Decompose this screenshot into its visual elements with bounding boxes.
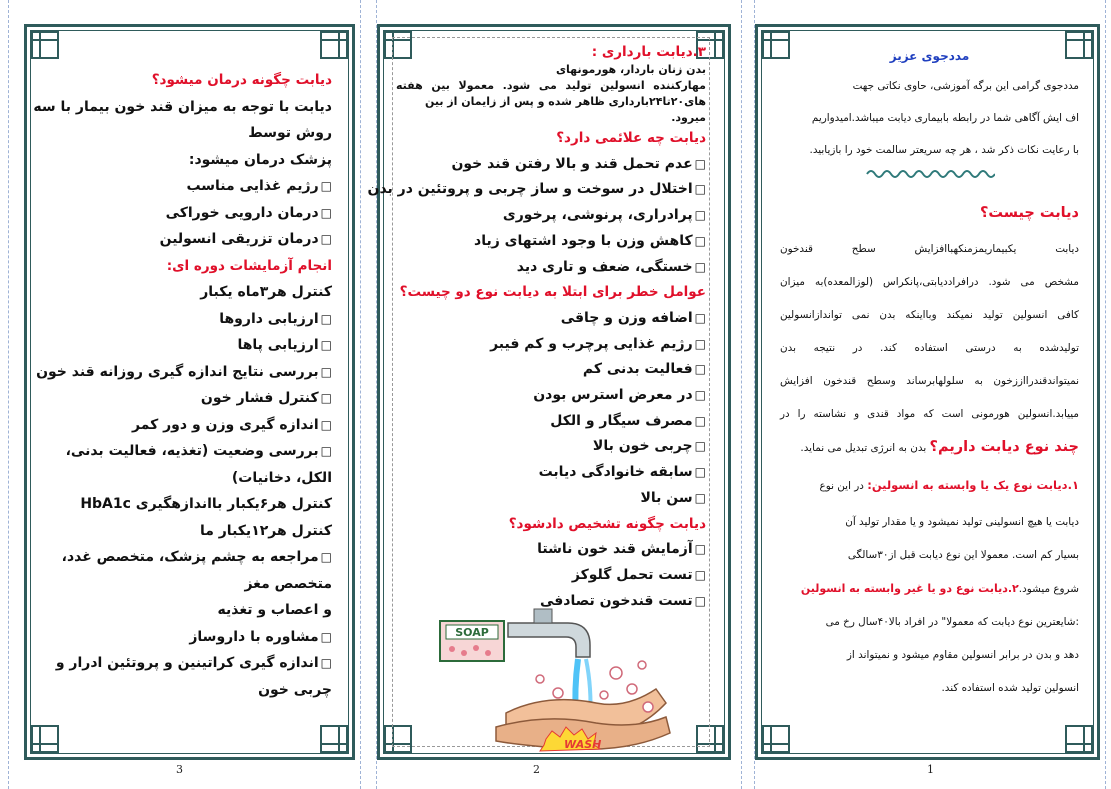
text-line [57, 518, 332, 545]
checkbox-bullet-icon: □ [694, 156, 706, 171]
checkbox-bullet-icon: □ [694, 413, 706, 428]
bullet-item [57, 624, 332, 651]
type1-body-2b: این نوع دیابت قبل از۳۰سالگی [847, 549, 978, 561]
paragraph-line: مییابد.انسولین هورمونی است که مواد قندی و نشاسته را در [780, 408, 1079, 420]
greeting: مددجوی عزیز [889, 49, 970, 63]
corner-ornament-icon [760, 723, 792, 755]
line-text: رژیم غذایی مناسب [186, 178, 319, 194]
paragraph-line: :شایعترین نوع دیابت که معمولا" در افراد بالا۴۰سال رخ می [825, 616, 1079, 628]
bullet-item [57, 544, 332, 571]
intro-line-3: با رعایت نکات ذکر شد ، هر چه سریعتر سالمت خود را بازیابید. [809, 144, 1079, 156]
line-text: رژیم غذایی پرچرب و کم فیبر [490, 335, 693, 352]
gestational-line-3: های۲۰تا۲۴بارداری ظاهر شده و پس از زایمان از بین میرود. [424, 95, 706, 124]
bullet-item [396, 537, 706, 563]
checkbox-bullet-icon: □ [694, 233, 706, 248]
checkbox-bullet-icon: □ [694, 593, 706, 608]
bullet-item [57, 306, 332, 333]
line-text: چربی خون بالا [592, 438, 693, 455]
line-text: متخصص مغز [244, 575, 332, 592]
panel-2-text [367, 42, 706, 614]
bullet-item [396, 255, 706, 281]
line-text: انجام آزمایشات دوره ای: [166, 257, 332, 274]
type2-line [780, 572, 1079, 606]
line-text: بررسی وضعیت (تغذیه، فعالیت بدنی، [65, 443, 319, 459]
checkbox-bullet-icon: □ [320, 232, 332, 246]
text-line [33, 94, 332, 121]
bullet-item [57, 438, 332, 465]
line-text: سن بالا [640, 489, 693, 506]
body1-last-line: بدن به انرژی تبدیل می نماید. [800, 442, 927, 454]
page-number-1: 1 [927, 763, 934, 776]
line-text: خستگی، ضعف و تاری دید [516, 258, 693, 275]
type2-body [780, 606, 1079, 705]
line-text: چربی خون [258, 681, 332, 698]
checkbox-bullet-icon: □ [694, 439, 706, 454]
section-heading [57, 67, 332, 94]
gestational-line-1: بدن زنان باردار، هورمونهای [555, 63, 706, 76]
line-text: روش توسط [248, 125, 332, 141]
line-text: تست قندخون تصادفی [539, 592, 693, 609]
gestational-line-2: مهارکننده انسولین تولید می شود. معمولا بین هفته [396, 79, 706, 92]
line-text: دیابت چگونه تشخیص دادشود؟ [508, 515, 706, 532]
line-text: دیابت با توجه به میزان قند خون بیمار با سه [33, 98, 332, 115]
types-line [780, 431, 1079, 465]
bullet-item [57, 200, 332, 227]
bullet-item [396, 460, 706, 486]
bullet-item [367, 177, 706, 203]
line-text: عوامل خطر برای ابتلا به دیابت نوع دو چیست؟ [399, 284, 706, 301]
line-text: درمان دارویی خوراکی [165, 204, 319, 221]
line-text: پزشک درمان میشود: [188, 151, 332, 168]
corner-ornament-icon [29, 29, 61, 61]
type1-line [780, 465, 1079, 506]
checkbox-bullet-icon: □ [320, 550, 332, 564]
panel-2 [367, 24, 731, 760]
bullet-item [396, 152, 706, 178]
line-text: کنترل هر۶یکبار بااندازهگیری HbA1c [80, 496, 332, 512]
bullet-item [396, 563, 706, 589]
line-text: مراجعه به چشم پزشک، متخصص غدد، [61, 549, 319, 565]
checkbox-bullet-icon: □ [694, 490, 706, 505]
checkbox-bullet-icon: □ [320, 391, 332, 405]
type1-body-2a: بسیار کم است. معمولا [980, 549, 1079, 561]
line-text: دیابت چگونه درمان میشود؟ [151, 72, 332, 88]
corner-ornament-icon [318, 29, 350, 61]
line-text: سابقه خانوادگی دیابت [538, 464, 693, 481]
corner-ornament-icon [318, 723, 350, 755]
checkbox-bullet-icon: □ [694, 542, 706, 557]
line-text: کنترل فشار خون [200, 390, 319, 406]
type1-title: ۱.دیابت نوع یک یا وابسته به انسولین: [867, 478, 1079, 492]
checkbox-bullet-icon: □ [320, 656, 332, 670]
line-text: پرادراری، پرنوشی، پرخوری [502, 207, 693, 224]
paragraph-line: تولیدشده به درستی استفاده کند. در نتیجه بدن [780, 342, 1079, 354]
paragraph-line: نمیتواندقندرااززخون به سلولهابرساند وسطح قندخون افزایش [780, 375, 1079, 387]
line-text: اندازه گیری وزن و دور کمر [132, 416, 319, 433]
checkbox-bullet-icon: □ [320, 338, 332, 352]
paragraph-line: مشخص می شود. درافراددیابتی،پانکراس (لوزالمعده)به میزان [780, 276, 1079, 288]
checkbox-bullet-icon: □ [320, 629, 332, 644]
section-heading [396, 512, 706, 538]
line-text: آزمایش قند خون ناشتا [537, 541, 693, 558]
line-text: در معرض استرس بودن [533, 387, 693, 404]
checkbox-bullet-icon: □ [694, 465, 706, 480]
text-line [57, 571, 332, 598]
bullet-item [396, 229, 706, 255]
line-text: اختلال در سوخت و ساز چربی و پروتئین در بدن [367, 181, 693, 198]
panel-3-text [33, 67, 332, 703]
panel-2-list [367, 126, 706, 614]
bullet-item [396, 383, 706, 409]
text-line [57, 597, 332, 624]
text-line [57, 147, 332, 174]
line-text: ارزیابی پاها [237, 337, 319, 353]
bullet-item [396, 306, 706, 332]
line-text: اضافه وزن و چاقی [560, 309, 693, 326]
line-text: ارزیابی داروها [219, 310, 319, 327]
line-text: فعالیت بدنی کم [582, 361, 693, 378]
intro-line-2: اف ایش آگاهی شما در رابطه بابیماری دیابت میباشد.امیدواریم [811, 112, 1079, 124]
what-is-diabetes-body [780, 233, 1079, 431]
paragraph-line: دیابت یکبیماریمزمنکهباافزایش سطح قندخون [780, 243, 1079, 255]
section-heading [396, 280, 706, 306]
intro-line-1: مددجوی گرامی این برگه آموزشی، حاوی نکاتی جهت [852, 80, 1079, 92]
bullet-item [57, 412, 332, 439]
bullet-item [396, 357, 706, 383]
bullet-item [396, 486, 706, 512]
checkbox-bullet-icon: □ [694, 310, 706, 325]
line-text: مصرف سیگار و الکل [550, 412, 693, 429]
checkbox-bullet-icon: □ [320, 311, 332, 326]
gestational-diabetes-heading: ۳.دیابت بارداری : [591, 44, 706, 60]
line-text: بررسی نتایج اندازه گیری روزانه قند خون [36, 363, 319, 380]
line-text: اندازه گیری کراتینین و پروتئین ادرار و [55, 655, 319, 671]
checkbox-bullet-icon: □ [694, 362, 706, 377]
checkbox-bullet-icon: □ [694, 259, 706, 274]
checkbox-bullet-icon: □ [694, 182, 706, 197]
line-text: مشاوره با داروساز [189, 628, 319, 645]
panel-1-text [780, 41, 1079, 705]
type1-tail: در این نوع [819, 480, 864, 492]
section-heading [57, 253, 332, 280]
handwash-illustration [436, 603, 676, 753]
text-line [57, 279, 332, 306]
types-heading: چند نوع دیابت داریم؟ [929, 439, 1079, 455]
panel-3 [24, 24, 355, 760]
checkbox-bullet-icon: □ [320, 417, 332, 432]
checkbox-bullet-icon: □ [694, 567, 706, 582]
page-number-3: 3 [176, 763, 183, 776]
bullet-item [57, 650, 332, 677]
bullet-item [57, 173, 332, 200]
bullet-item [396, 203, 706, 229]
corner-ornament-icon [29, 723, 61, 755]
corner-ornament-icon [1063, 723, 1095, 755]
checkbox-bullet-icon: □ [694, 208, 706, 223]
line-text: و اعصاب و تغذیه [217, 602, 332, 618]
what-is-diabetes-heading: دیابت چیست؟ [979, 205, 1079, 221]
type2-title: ۲.دیابت نوع دو یا غیر وابسته به انسولین [800, 582, 1019, 595]
bullet-item [396, 434, 706, 460]
line-text: الکل، دخانیات) [231, 469, 332, 486]
bullet-item [57, 226, 332, 253]
line-text: عدم تحمل قند و بالا رفتن قند خون [451, 155, 693, 172]
bullet-item [396, 332, 706, 358]
checkbox-bullet-icon: □ [320, 205, 332, 220]
bullet-item [36, 359, 332, 386]
type1-body-3: شروع میشود. [1018, 583, 1079, 595]
line-text: تست تحمل گلوکز [571, 566, 693, 583]
line-text: درمان تزریقی انسولین [159, 231, 319, 247]
checkbox-bullet-icon: □ [694, 336, 706, 351]
line-text: دیابت چه علائمی دارد؟ [556, 130, 706, 146]
line-text: کنترل هر۳ماه یکبار [200, 284, 332, 300]
text-line [57, 677, 332, 704]
text-line [57, 491, 332, 518]
bullet-item [57, 332, 332, 359]
checkbox-bullet-icon: □ [320, 364, 332, 379]
text-line [57, 120, 332, 147]
bullet-item [57, 385, 332, 412]
type1-body-2 [780, 539, 1079, 572]
wash-label: WASH [564, 738, 602, 751]
page-number-2: 2 [533, 763, 540, 776]
soap-label: SOAP [455, 626, 489, 639]
paragraph-line: دهد و بدن در برابر انسولین مقاوم میشود و نمیتواند از [846, 649, 1079, 661]
type1-body-1: دیابت یا هیچ انسولینی تولید نمیشود و یا مقدار تولید آن [845, 516, 1079, 528]
checkbox-bullet-icon: □ [320, 444, 332, 458]
panel-1 [755, 24, 1100, 760]
section-heading [396, 126, 706, 152]
line-text: کاهش وزن با وجود اشتهای زیاد [474, 232, 693, 249]
paragraph-line: انسولین تولید شده استفاده کند. [941, 682, 1079, 694]
text-line [57, 465, 332, 492]
checkbox-bullet-icon: □ [694, 388, 706, 403]
paragraph-line: کافی انسولین تولید نمیکند وبااینکه بدن نمی تواندازانسولین [780, 309, 1079, 321]
wave-divider [780, 165, 1079, 185]
bullet-item [396, 409, 706, 435]
line-text: کنترل هر۱۲یکبار ما [199, 522, 332, 539]
checkbox-bullet-icon: □ [320, 179, 332, 193]
